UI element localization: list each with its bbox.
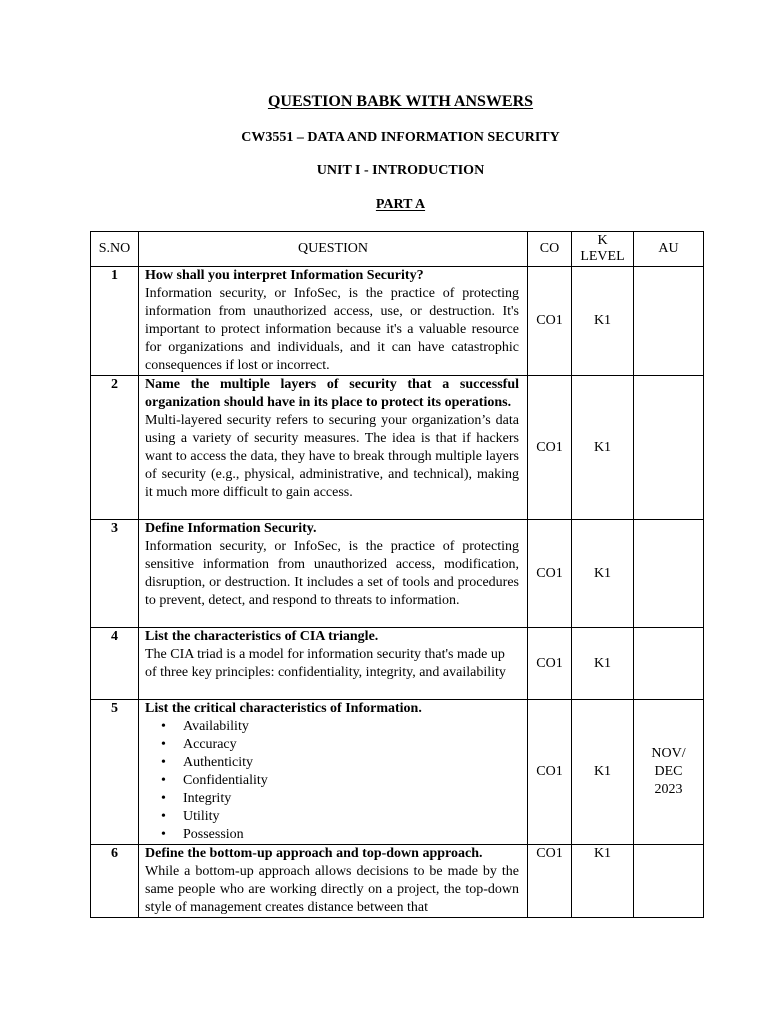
row-klevel: K1 xyxy=(572,520,634,628)
row-klevel: K1 xyxy=(572,267,634,376)
row-co: CO1 xyxy=(528,267,572,376)
row-sno: 3 xyxy=(91,520,139,628)
header-klevel-line1: K xyxy=(597,233,608,248)
row-question-cell xyxy=(139,520,528,628)
table-row xyxy=(91,267,704,376)
row-klevel: K1 xyxy=(572,700,634,845)
list-item: • Utility xyxy=(183,808,519,826)
question-text: List the critical characteristics of Information. xyxy=(145,701,422,716)
row-question-cell xyxy=(139,376,528,520)
row-question-cell xyxy=(139,267,528,376)
question-text: Name the multiple layers of security that a successful organization should have in its place to protect its operations. xyxy=(145,377,519,410)
table-header-row xyxy=(91,232,704,267)
row-question-cell xyxy=(139,700,528,845)
header-klevel-line2: LEVEL xyxy=(580,249,625,264)
table-row xyxy=(91,628,704,700)
header-co: CO xyxy=(528,232,572,267)
header-sno: S.NO xyxy=(91,232,139,267)
row-sno: 2 xyxy=(91,376,139,520)
answer-text: The CIA triad is a model for information security that's made up of three key principles: confidentiality, integrity, and availability xyxy=(145,647,506,680)
au-line3: 2023 xyxy=(654,782,683,797)
table-row xyxy=(91,520,704,628)
answer-text: Information security, or InfoSec, is the practice of protecting sensitive information from unauthorized access, modification, disruption, or destruction. It includes a set of tools and procedures to prevent, detect, and respond to threats to information. xyxy=(145,539,519,608)
row-sno: 4 xyxy=(91,628,139,700)
row-question-cell xyxy=(139,628,528,700)
list-item: • Authenticity xyxy=(183,754,519,772)
list-item: • Possession xyxy=(183,826,519,844)
header-au: AU xyxy=(634,232,704,267)
row-co: CO1 xyxy=(528,845,572,918)
list-item: • Accuracy xyxy=(183,736,519,754)
row-klevel: K1 xyxy=(572,376,634,520)
row-klevel: K1 xyxy=(572,845,634,918)
row-klevel: K1 xyxy=(572,628,634,700)
row-au xyxy=(634,845,704,918)
answer-text: Multi-layered security refers to securing your organization’s data using a variety of security measures. The idea is that if hackers want to access the data, they have to break through multiple layers of security (e.g., physical, administrative, and technical), making it much more difficult to gain access. xyxy=(145,413,519,500)
table-row xyxy=(91,376,704,520)
row-co: CO1 xyxy=(528,700,572,845)
characteristics-list xyxy=(145,718,519,844)
row-co: CO1 xyxy=(528,628,572,700)
row-sno: 6 xyxy=(91,845,139,918)
row-au xyxy=(634,700,704,845)
au-line1: NOV/ xyxy=(651,746,686,761)
question-text: Define Information Security. xyxy=(145,521,317,536)
row-question-cell xyxy=(139,845,528,918)
question-text: List the characteristics of CIA triangle. xyxy=(145,629,379,644)
list-item: • Integrity xyxy=(183,790,519,808)
row-au xyxy=(634,628,704,700)
unit-title: UNIT I - INTRODUCTION xyxy=(316,163,485,178)
answer-text: Information security, or InfoSec, is the practice of protecting information from unauthorized access, use, or destruction. It's important to protect information because it's a valuable resource for organizations and individuals, and it can have catastrophic consequences if lost or incorrect. xyxy=(145,286,519,373)
answer-text: While a bottom-up approach allows decisions to be made by the same people who are working directly on a project, the top-down style of management creates distance between that xyxy=(145,864,519,915)
header-question: QUESTION xyxy=(139,232,528,267)
header-klevel xyxy=(572,232,634,267)
course-title: CW3551 – DATA AND INFORMATION SECURITY xyxy=(241,130,560,145)
table-row xyxy=(91,845,704,918)
row-co: CO1 xyxy=(528,376,572,520)
row-co: CO1 xyxy=(528,520,572,628)
part-title: PART A xyxy=(375,197,426,212)
question-text: Define the bottom-up approach and top-down approach. xyxy=(145,846,483,861)
au-line2: DEC xyxy=(654,764,683,779)
question-text: How shall you interpret Information Security? xyxy=(145,268,424,283)
row-au xyxy=(634,520,704,628)
list-item: • Confidentiality xyxy=(183,772,519,790)
list-item: • Availability xyxy=(183,718,519,736)
row-au xyxy=(634,376,704,520)
row-sno: 5 xyxy=(91,700,139,845)
row-au xyxy=(634,267,704,376)
question-table xyxy=(90,231,704,918)
row-sno: 1 xyxy=(91,267,139,376)
document-title: QUESTION BABK WITH ANSWERS xyxy=(267,93,534,110)
table-row xyxy=(91,700,704,845)
